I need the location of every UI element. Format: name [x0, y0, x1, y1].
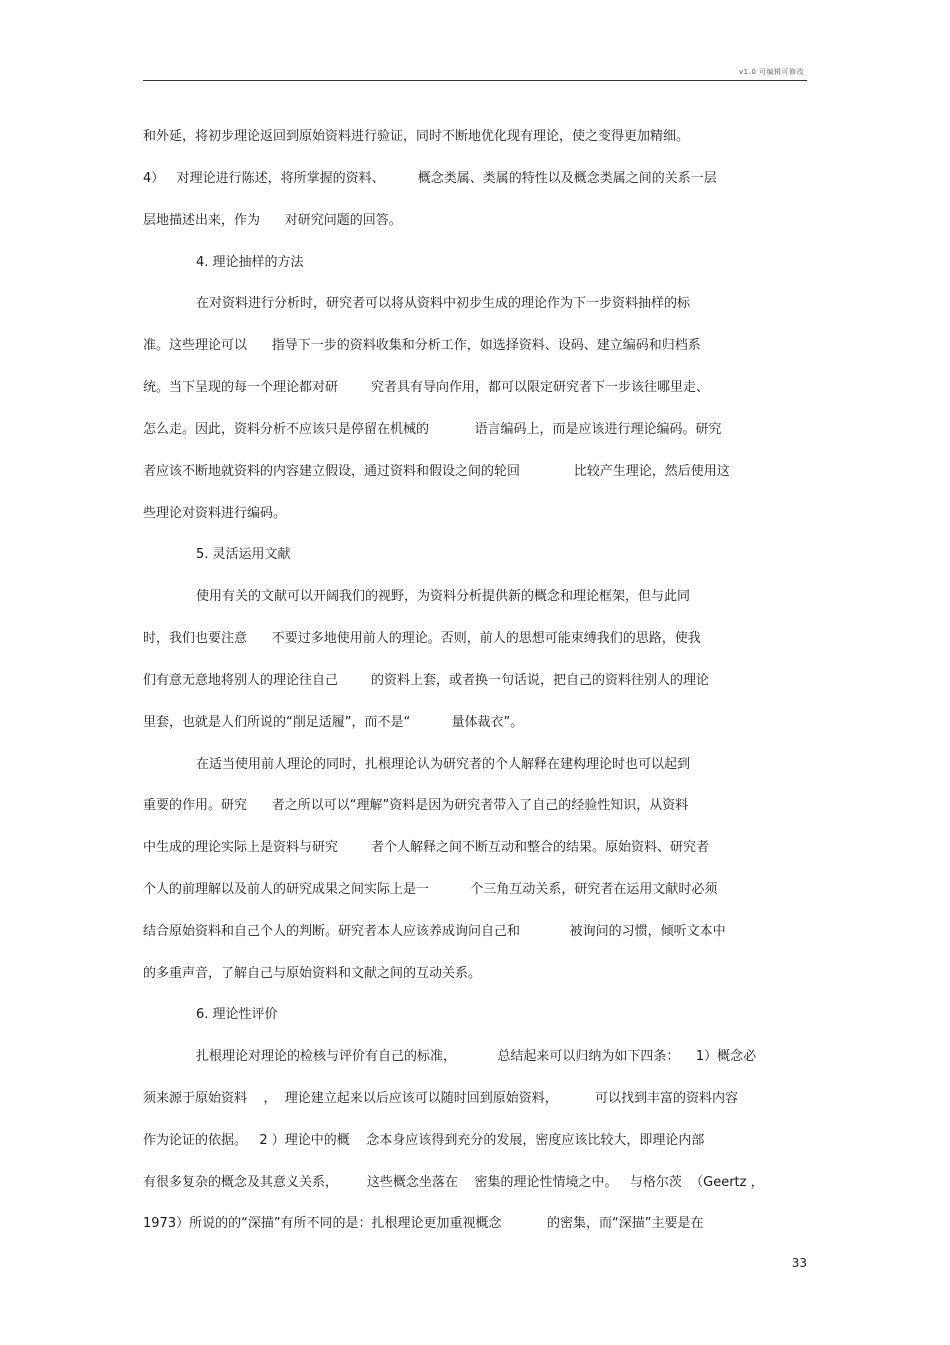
text-line: 层地描述出来，作为 对研究问题的回答。 — [143, 213, 402, 228]
text-line: 4） 对理论进行陈述，将所掌握的资料、 概念类属、类属的特性以及概念类属之间的关系一层 — [143, 171, 717, 186]
header-version-text: v1.0 可编辑可修改 — [739, 68, 804, 76]
section-heading: 6. 理论性评价 — [196, 1007, 278, 1022]
text-line: 怎么走。因此，资料分析不应该只是停留在机械的 语言编码上，而是应该进行理论编码。研究 — [143, 422, 722, 437]
text-line: 统。当下呈现的每一个理论都对研 究者具有导向作用，都可以限定研究者下一步该往哪里走、 — [143, 380, 710, 395]
text-line: 在适当使用前人理论的同时，扎根理论认为研究者的个人解释在建构理论时也可以起到 — [196, 757, 691, 772]
section-heading: 5. 灵活运用文献 — [196, 547, 291, 562]
text-line: 个人的前理解以及前人的研究成果之间实际上是一 个三角互动关系，研究者在运用文献时必须 — [143, 882, 718, 897]
text-line: 重要的作用。研究 者之所以可以“理解”资料是因为研究者带入了自己的经验性知识，从资料 — [143, 798, 689, 813]
text-line: 有很多复杂的概念及其意义关系， 这些概念坐落在 密集的理论性情境之中。 与格尔茨 （Geertz ， — [143, 1175, 764, 1190]
header-divider — [143, 80, 807, 81]
text-line: 的多重声音，了解自己与原始资料和文献之间的互动关系。 — [143, 966, 482, 981]
text-line: 里套，也就是人们所说的“削足适履”，而不是“ 量体裁衣”。 — [143, 715, 524, 730]
section-heading: 4. 理论抽样的方法 — [196, 255, 304, 270]
text-line: 者应该不断地就资料的内容建立假设，通过资料和假设之间的轮回 比较产生理论，然后使用这 — [143, 464, 730, 479]
text-line: 结合原始资料和自己个人的判断。研究者本人应该养成询问自己和 被询问的习惯，倾听文本中 — [143, 924, 726, 939]
text-line: 准。这些理论可以 指导下一步的资料收集和分析工作，如选择资料、设码、建立编码和归档系 — [143, 338, 701, 353]
text-line: 时，我们也要注意 不要过多地使用前人的理论。否则，前人的思想可能束缚我们的思路，使我 — [143, 631, 701, 646]
text-line: 须来源于原始资料 ， 理论建立起来以后应该可以随时回到原始资料， 可以找到丰富的资料内容 — [143, 1091, 738, 1106]
text-line: 使用有关的文献可以开阔我们的视野，为资料分析提供新的概念和理论框架，但与此同 — [196, 589, 691, 604]
text-line: 和外延，将初步理论返回到原始资料进行验证，同时不断地优化现有理论，使之变得更加精细。 — [143, 129, 690, 144]
page-number: 33 — [791, 1256, 807, 1270]
text-line: 们有意无意地将别人的理论往自己 的资料上套，或者换一句话说，把自己的资料往别人的理论 — [143, 673, 710, 688]
text-line: 些理论对资料进行编码。 — [143, 506, 287, 521]
text-line: 在对资料进行分析时，研究者可以将从资料中初步生成的理论作为下一步资料抽样的标 — [196, 296, 691, 311]
text-line: 扎根理论对理论的检核与评价有自己的标准， 总结起来可以归纳为如下四条： 1）概念必 — [196, 1049, 757, 1064]
text-line: 1973）所说的的“深描”有所不同的是：扎根理论更加重视概念 的密集，而“深描”主要是在 — [143, 1216, 704, 1231]
text-line: 中生成的理论实际上是资料与研究 者个人解释之间不断互动和整合的结果。原始资料、研究者 — [143, 840, 710, 855]
text-line: 作为论证的依据。 2 ）理论中的概 念本身应该得到充分的发展，密度应该比较大，即理论内部 — [143, 1133, 705, 1148]
